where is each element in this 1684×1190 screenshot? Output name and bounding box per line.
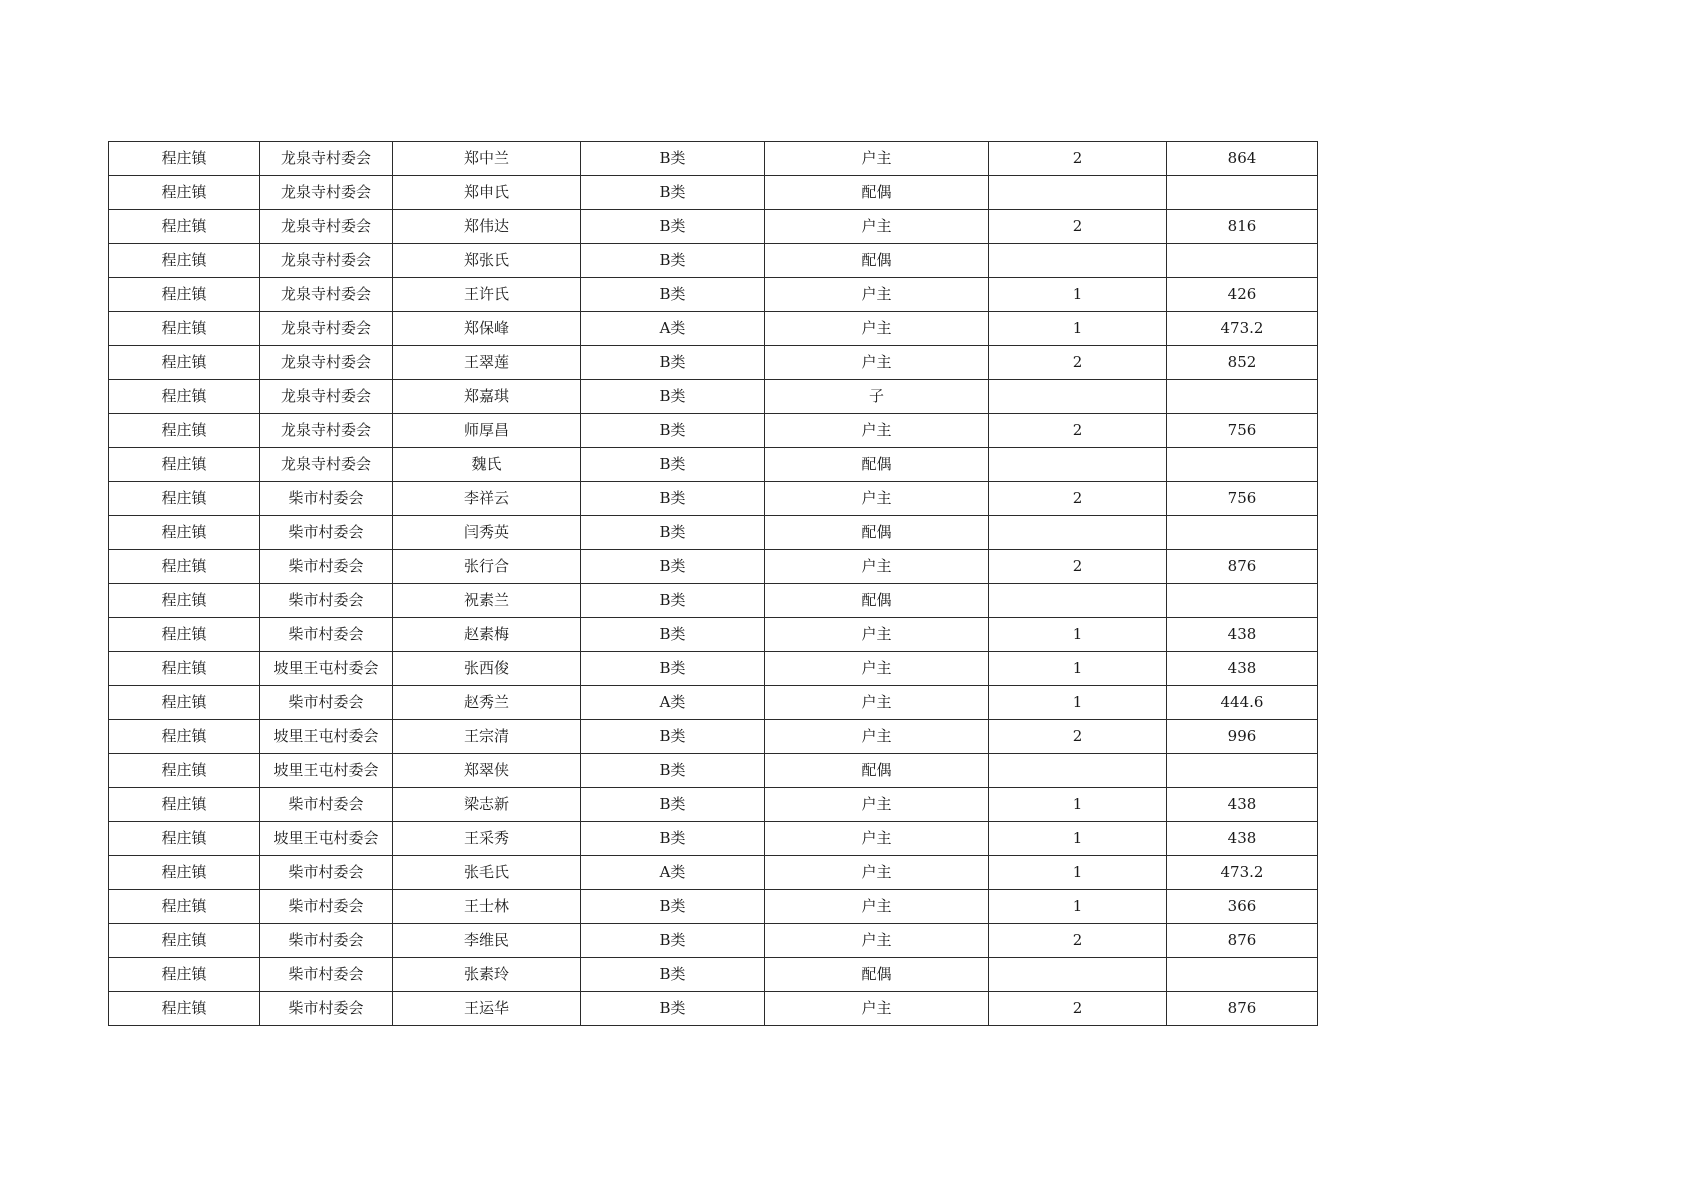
cell-category: B类: [581, 890, 765, 924]
table-row: [109, 822, 1318, 856]
table-row: [109, 176, 1318, 210]
cell-village: 龙泉寺村委会: [260, 312, 393, 346]
cell-amount: 473.2: [1167, 312, 1318, 346]
cell-name: 赵素梅: [393, 618, 581, 652]
cell-town: 程庄镇: [109, 482, 260, 516]
cell-town: 程庄镇: [109, 958, 260, 992]
table-row: [109, 788, 1318, 822]
cell-relation: 户主: [765, 278, 989, 312]
cell-town: 程庄镇: [109, 584, 260, 618]
cell-count: 1: [989, 652, 1167, 686]
cell-count: 1: [989, 312, 1167, 346]
cell-relation: 户主: [765, 788, 989, 822]
cell-town: 程庄镇: [109, 652, 260, 686]
cell-town: 程庄镇: [109, 754, 260, 788]
cell-relation: 户主: [765, 924, 989, 958]
cell-name: 张西俊: [393, 652, 581, 686]
cell-category: B类: [581, 414, 765, 448]
cell-relation: 配偶: [765, 448, 989, 482]
cell-town: 程庄镇: [109, 924, 260, 958]
cell-amount: 876: [1167, 992, 1318, 1026]
cell-count: 2: [989, 720, 1167, 754]
cell-town: 程庄镇: [109, 346, 260, 380]
cell-amount: [1167, 448, 1318, 482]
cell-village: 柴市村委会: [260, 788, 393, 822]
cell-category: B类: [581, 448, 765, 482]
cell-relation: 户主: [765, 618, 989, 652]
table-row: [109, 584, 1318, 618]
cell-relation: 户主: [765, 992, 989, 1026]
cell-relation: 户主: [765, 822, 989, 856]
cell-name: 郑翠侠: [393, 754, 581, 788]
cell-town: 程庄镇: [109, 788, 260, 822]
cell-amount: 852: [1167, 346, 1318, 380]
cell-category: B类: [581, 516, 765, 550]
cell-village: 龙泉寺村委会: [260, 380, 393, 414]
cell-village: 柴市村委会: [260, 890, 393, 924]
roster-table: [108, 141, 1318, 1026]
cell-category: B类: [581, 584, 765, 618]
cell-category: B类: [581, 380, 765, 414]
cell-category: B类: [581, 822, 765, 856]
cell-name: 王运华: [393, 992, 581, 1026]
cell-name: 赵秀兰: [393, 686, 581, 720]
cell-count: 2: [989, 550, 1167, 584]
cell-relation: 子: [765, 380, 989, 414]
cell-count: 1: [989, 788, 1167, 822]
cell-town: 程庄镇: [109, 210, 260, 244]
cell-village: 柴市村委会: [260, 856, 393, 890]
cell-category: B类: [581, 924, 765, 958]
cell-count: [989, 176, 1167, 210]
cell-count: 2: [989, 992, 1167, 1026]
table-row: [109, 550, 1318, 584]
cell-name: 王士林: [393, 890, 581, 924]
cell-count: [989, 380, 1167, 414]
cell-category: B类: [581, 754, 765, 788]
cell-town: 程庄镇: [109, 856, 260, 890]
cell-category: B类: [581, 278, 765, 312]
cell-relation: 户主: [765, 856, 989, 890]
table-row: [109, 346, 1318, 380]
cell-amount: [1167, 584, 1318, 618]
cell-town: 程庄镇: [109, 822, 260, 856]
cell-count: 2: [989, 346, 1167, 380]
cell-name: 祝素兰: [393, 584, 581, 618]
cell-relation: 户主: [765, 414, 989, 448]
table-row: [109, 210, 1318, 244]
cell-name: 郑申氏: [393, 176, 581, 210]
cell-amount: 438: [1167, 652, 1318, 686]
table-row: [109, 618, 1318, 652]
cell-count: [989, 754, 1167, 788]
cell-village: 柴市村委会: [260, 516, 393, 550]
cell-count: 1: [989, 890, 1167, 924]
cell-amount: [1167, 244, 1318, 278]
cell-amount: 756: [1167, 482, 1318, 516]
cell-town: 程庄镇: [109, 244, 260, 278]
cell-relation: 配偶: [765, 516, 989, 550]
cell-category: B类: [581, 142, 765, 176]
cell-relation: 户主: [765, 210, 989, 244]
cell-village: 柴市村委会: [260, 992, 393, 1026]
cell-relation: 配偶: [765, 244, 989, 278]
cell-amount: 444.6: [1167, 686, 1318, 720]
cell-village: 龙泉寺村委会: [260, 278, 393, 312]
cell-town: 程庄镇: [109, 720, 260, 754]
cell-town: 程庄镇: [109, 448, 260, 482]
cell-relation: 户主: [765, 482, 989, 516]
cell-relation: 户主: [765, 890, 989, 924]
cell-count: 2: [989, 142, 1167, 176]
cell-village: 龙泉寺村委会: [260, 176, 393, 210]
cell-count: 1: [989, 686, 1167, 720]
roster-table-body: [109, 142, 1318, 1026]
cell-amount: [1167, 380, 1318, 414]
cell-name: 魏氏: [393, 448, 581, 482]
cell-village: 龙泉寺村委会: [260, 448, 393, 482]
cell-name: 李维民: [393, 924, 581, 958]
cell-town: 程庄镇: [109, 380, 260, 414]
cell-amount: [1167, 176, 1318, 210]
cell-name: 梁志新: [393, 788, 581, 822]
cell-count: [989, 244, 1167, 278]
cell-amount: 756: [1167, 414, 1318, 448]
table-row: [109, 244, 1318, 278]
cell-village: 柴市村委会: [260, 482, 393, 516]
cell-name: 张行合: [393, 550, 581, 584]
table-row: [109, 754, 1318, 788]
cell-amount: [1167, 958, 1318, 992]
cell-name: 郑伟达: [393, 210, 581, 244]
cell-count: 1: [989, 822, 1167, 856]
cell-name: 闫秀英: [393, 516, 581, 550]
cell-category: A类: [581, 856, 765, 890]
cell-name: 张毛氏: [393, 856, 581, 890]
cell-count: 1: [989, 278, 1167, 312]
cell-category: B类: [581, 244, 765, 278]
cell-town: 程庄镇: [109, 312, 260, 346]
cell-name: 王翠莲: [393, 346, 581, 380]
cell-village: 龙泉寺村委会: [260, 414, 393, 448]
cell-amount: 864: [1167, 142, 1318, 176]
cell-town: 程庄镇: [109, 550, 260, 584]
cell-town: 程庄镇: [109, 142, 260, 176]
cell-relation: 户主: [765, 686, 989, 720]
table-row: [109, 482, 1318, 516]
cell-name: 郑张氏: [393, 244, 581, 278]
cell-village: 龙泉寺村委会: [260, 210, 393, 244]
cell-count: 2: [989, 210, 1167, 244]
table-row: [109, 924, 1318, 958]
cell-relation: 配偶: [765, 584, 989, 618]
cell-town: 程庄镇: [109, 890, 260, 924]
cell-category: B类: [581, 210, 765, 244]
cell-amount: 816: [1167, 210, 1318, 244]
cell-count: [989, 584, 1167, 618]
cell-category: B类: [581, 788, 765, 822]
cell-name: 王采秀: [393, 822, 581, 856]
table-row: [109, 414, 1318, 448]
cell-category: B类: [581, 482, 765, 516]
cell-relation: 户主: [765, 550, 989, 584]
cell-town: 程庄镇: [109, 686, 260, 720]
cell-amount: 996: [1167, 720, 1318, 754]
table-row: [109, 278, 1318, 312]
cell-amount: 473.2: [1167, 856, 1318, 890]
cell-name: 郑嘉琪: [393, 380, 581, 414]
cell-amount: 876: [1167, 550, 1318, 584]
cell-village: 柴市村委会: [260, 584, 393, 618]
cell-amount: [1167, 754, 1318, 788]
cell-category: A类: [581, 312, 765, 346]
cell-town: 程庄镇: [109, 516, 260, 550]
cell-relation: 户主: [765, 346, 989, 380]
cell-village: 柴市村委会: [260, 550, 393, 584]
table-row: [109, 890, 1318, 924]
cell-town: 程庄镇: [109, 176, 260, 210]
cell-relation: 户主: [765, 652, 989, 686]
table-row: [109, 516, 1318, 550]
cell-count: [989, 958, 1167, 992]
cell-amount: 438: [1167, 788, 1318, 822]
cell-category: B类: [581, 618, 765, 652]
cell-amount: 426: [1167, 278, 1318, 312]
cell-count: [989, 448, 1167, 482]
cell-village: 柴市村委会: [260, 618, 393, 652]
cell-village: 龙泉寺村委会: [260, 142, 393, 176]
cell-count: [989, 516, 1167, 550]
table-row: [109, 448, 1318, 482]
cell-count: 2: [989, 924, 1167, 958]
cell-village: 柴市村委会: [260, 686, 393, 720]
cell-name: 张素玲: [393, 958, 581, 992]
cell-count: 2: [989, 414, 1167, 448]
cell-category: B类: [581, 346, 765, 380]
cell-village: 龙泉寺村委会: [260, 346, 393, 380]
table-row: [109, 686, 1318, 720]
cell-count: 1: [989, 856, 1167, 890]
cell-village: 坡里王屯村委会: [260, 720, 393, 754]
cell-amount: 438: [1167, 822, 1318, 856]
cell-name: 郑保峰: [393, 312, 581, 346]
cell-count: 2: [989, 482, 1167, 516]
cell-amount: 876: [1167, 924, 1318, 958]
cell-name: 师厚昌: [393, 414, 581, 448]
cell-town: 程庄镇: [109, 992, 260, 1026]
cell-relation: 户主: [765, 142, 989, 176]
cell-name: 郑中兰: [393, 142, 581, 176]
table-row: [109, 992, 1318, 1026]
cell-category: B类: [581, 176, 765, 210]
cell-category: B类: [581, 992, 765, 1026]
cell-name: 王许氏: [393, 278, 581, 312]
cell-amount: 366: [1167, 890, 1318, 924]
cell-village: 柴市村委会: [260, 924, 393, 958]
table-row: [109, 380, 1318, 414]
table-row: [109, 958, 1318, 992]
cell-count: 1: [989, 618, 1167, 652]
cell-town: 程庄镇: [109, 618, 260, 652]
table-row: [109, 652, 1318, 686]
cell-category: B类: [581, 958, 765, 992]
cell-village: 坡里王屯村委会: [260, 652, 393, 686]
cell-relation: 户主: [765, 312, 989, 346]
cell-village: 柴市村委会: [260, 958, 393, 992]
cell-category: A类: [581, 686, 765, 720]
cell-village: 坡里王屯村委会: [260, 754, 393, 788]
cell-category: B类: [581, 652, 765, 686]
cell-town: 程庄镇: [109, 278, 260, 312]
table-row: [109, 856, 1318, 890]
table-row: [109, 142, 1318, 176]
table-row: [109, 312, 1318, 346]
cell-category: B类: [581, 550, 765, 584]
cell-amount: [1167, 516, 1318, 550]
cell-category: B类: [581, 720, 765, 754]
cell-relation: 配偶: [765, 176, 989, 210]
table-row: [109, 720, 1318, 754]
cell-relation: 配偶: [765, 754, 989, 788]
cell-village: 坡里王屯村委会: [260, 822, 393, 856]
cell-relation: 配偶: [765, 958, 989, 992]
cell-town: 程庄镇: [109, 414, 260, 448]
cell-amount: 438: [1167, 618, 1318, 652]
cell-name: 王宗清: [393, 720, 581, 754]
cell-village: 龙泉寺村委会: [260, 244, 393, 278]
cell-relation: 户主: [765, 720, 989, 754]
cell-name: 李祥云: [393, 482, 581, 516]
